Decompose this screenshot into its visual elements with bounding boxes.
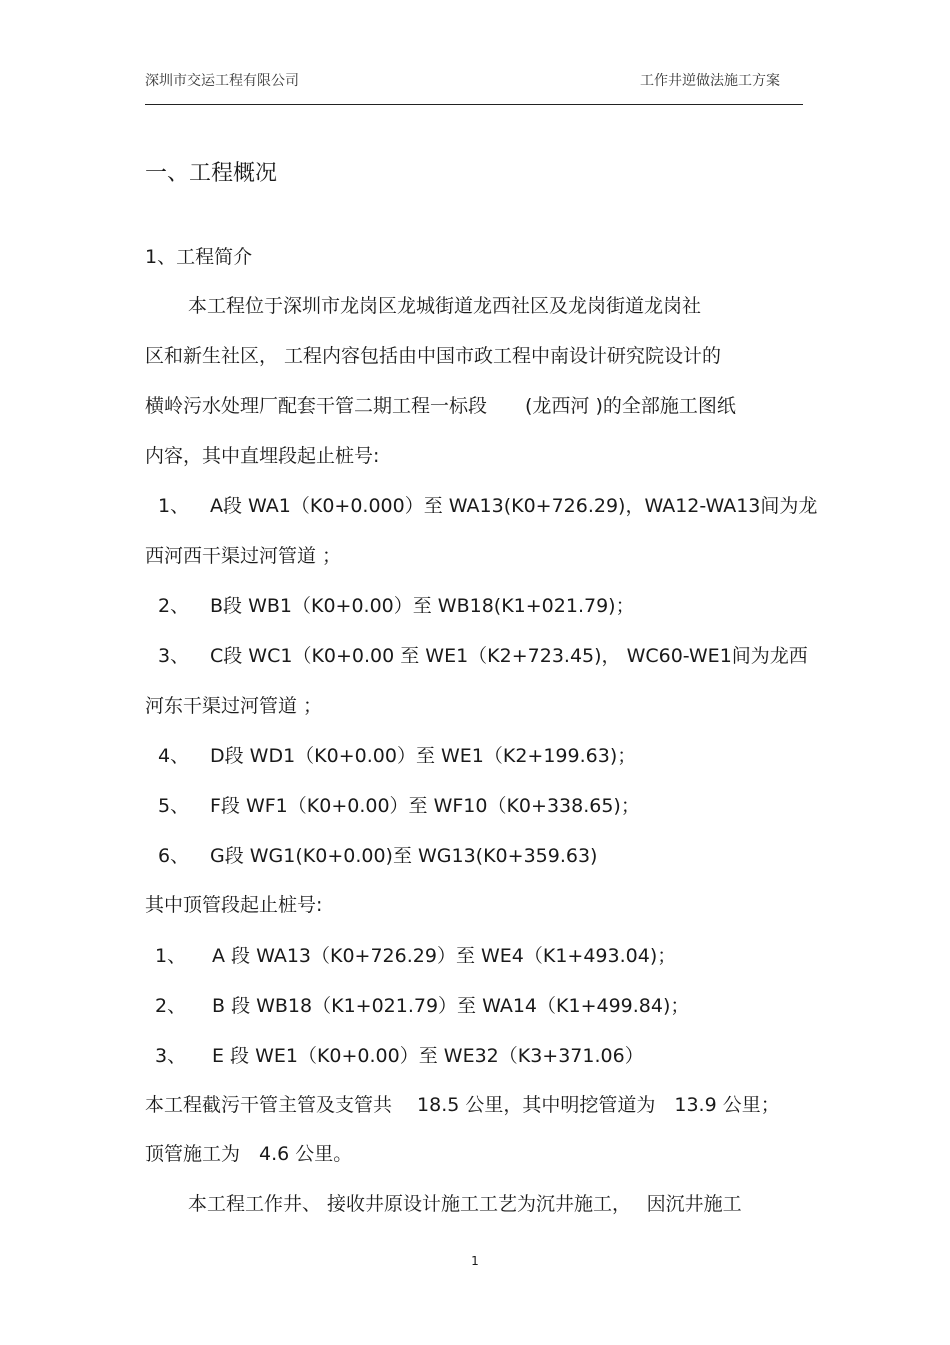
direct-item-6-text: G段 WG1(K0+0.00)至 WG13(K0+359.63) <box>210 845 598 867</box>
page-header-company: 深圳市交运工程有限公司 <box>145 73 299 89</box>
jacking-item-1-text: A 段 WA13（K0+726.29）至 WE4（K1+493.04)； <box>212 945 677 967</box>
direct-item-5-text: F段 WF1（K0+0.00）至 WF10（K0+338.65)； <box>210 795 640 817</box>
jacking-item-1-num: 1、 <box>155 945 187 967</box>
direct-item-3-num: 3、 <box>158 645 190 667</box>
jacking-item-3-num: 3、 <box>155 1045 187 1067</box>
direct-item-4-num: 4、 <box>158 745 190 767</box>
direct-item-4-text: D段 WD1（K0+0.00）至 WE1（K2+199.63)； <box>210 745 637 767</box>
jacking-item-2-num: 2、 <box>155 995 187 1017</box>
direct-item-2-num: 2、 <box>158 595 190 617</box>
direct-item-1-num: 1、 <box>158 495 190 517</box>
direct-item-3-text: C段 WC1（K0+0.00 至 WE1（K2+723.45)， WC60-WE1间为龙西 <box>210 645 808 667</box>
section-title: 一、工程概况 <box>145 161 278 186</box>
jacking-item-3-text: E 段 WE1（K0+0.00）至 WE32（K3+371.06） <box>212 1045 644 1067</box>
summary-line-2: 顶管施工为 4.6 公里。 <box>145 1143 353 1165</box>
intro-line-4: 内容，其中直埋段起止桩号: <box>145 445 380 467</box>
intro-line-2: 区和新生社区， 工程内容包括由中国市政工程中南设计研究院设计的 <box>145 345 722 367</box>
intro-line-3: 横岭污水处理厂配套干管二期工程一标段 (龙西河 )的全部施工图纸 <box>145 395 736 417</box>
jacking-item-2-text: B 段 WB18（K1+021.79）至 WA14（K1+499.84)； <box>212 995 690 1017</box>
direct-item-2-text: B段 WB1（K0+0.00）至 WB18(K1+021.79)； <box>210 595 635 617</box>
last-paragraph-line: 本工程工作井、 接收井原设计施工工艺为沉井施工， 因沉井施工 <box>188 1193 742 1215</box>
summary-line-1: 本工程截污干管主管及支管共 18.5 公里，其中明挖管道为 13.9 公里； <box>145 1094 780 1116</box>
page-number: 1 <box>471 1254 479 1268</box>
header-rule <box>145 104 803 105</box>
direct-item-3-continuation: 河东干渠过河管道 ； <box>145 695 323 717</box>
direct-item-6-num: 6、 <box>158 845 190 867</box>
subsection-title: 1、工程简介 <box>145 246 253 268</box>
direct-item-1-continuation: 西河西干渠过河管道 ； <box>145 545 342 567</box>
direct-item-5-num: 5、 <box>158 795 190 817</box>
page-header-title: 工作井逆做法施工方案 <box>640 73 780 89</box>
jacking-intro: 其中顶管段起止桩号: <box>145 894 323 916</box>
intro-line-1: 本工程位于深圳市龙岗区龙城街道龙西社区及龙岗街道龙岗社 <box>188 295 702 317</box>
direct-item-1-text: A段 WA1（K0+0.000）至 WA13(K0+726.29)，WA12-WA13间为龙 <box>210 495 818 517</box>
